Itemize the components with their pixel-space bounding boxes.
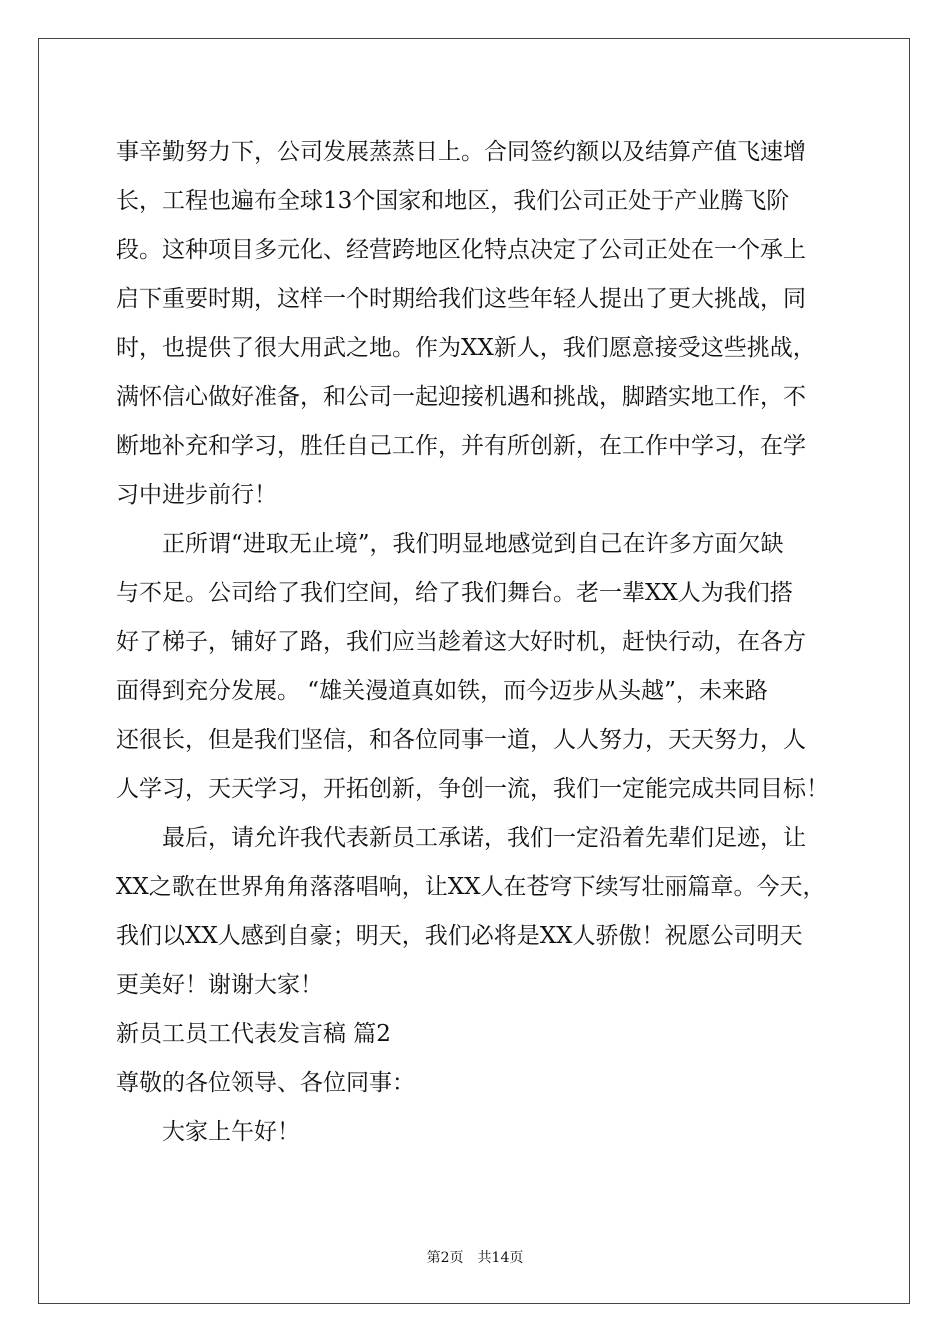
- text-line: 最后，请允许我代表新员工承诺，我们一定沿着先辈们足迹，让: [162, 825, 806, 851]
- text-line: 面得到充分发展。 “雄关漫道真如铁，而今迈步从头越”，未来路: [116, 678, 768, 704]
- text-line: 时，也提供了很大用武之地。作为XX新人，我们愿意接受这些挑战，: [116, 335, 816, 361]
- text-line: XX之歌在世界角角落落唱响，让XX人在苍穹下续写壮丽篇章。今天，: [116, 874, 826, 900]
- document-body: [116, 128, 841, 1157]
- text-line: 更美好！谢谢大家！: [116, 972, 323, 998]
- text-line: 事辛勤努力下，公司发展蒸蒸日上。合同签约额以及结算产值飞速增: [116, 139, 806, 165]
- text-line: 我们以XX人感到自豪；明天，我们必将是XX人骄傲！祝愿公司明天: [116, 923, 803, 949]
- text-line: 好了梯子，铺好了路，我们应当趁着这大好时机，赶快行动，在各方: [116, 629, 806, 655]
- greeting: 大家上午好！: [162, 1119, 300, 1145]
- text-line: 长，工程也遍布全球13个国家和地区，我们公司正处于产业腾飞阶: [116, 188, 790, 214]
- salutation: 尊敬的各位领导、各位同事：: [116, 1070, 415, 1096]
- text-line: 满怀信心做好准备，和公司一起迎接机遇和挑战，脚踏实地工作，不: [116, 384, 806, 410]
- page-number-footer: 第2页 共14页: [426, 1250, 524, 1266]
- text-line: 段。这种项目多元化、经营跨地区化特点决定了公司正处在一个承上: [116, 237, 806, 263]
- text-line: 断地补充和学习，胜任自己工作，并有所创新，在工作中学习，在学: [116, 433, 806, 459]
- section-heading: 新员工员工代表发言稿 篇2: [116, 1021, 391, 1047]
- text-line: 还很长，但是我们坚信，和各位同事一道，人人努力，天天努力，人: [116, 727, 806, 753]
- text-line: 与不足。公司给了我们空间，给了我们舞台。老一辈XX人为我们搭: [116, 580, 793, 606]
- text-line: 人学习，天天学习，开拓创新，争创一流，我们一定能完成共同目标！: [116, 776, 829, 802]
- text-line: 习中进步前行！: [116, 482, 277, 508]
- text-line: 启下重要时期，这样一个时期给我们这些年轻人提出了更大挑战，同: [116, 286, 806, 312]
- text-line: 正所谓“进取无止境”，我们明显地感觉到自己在许多方面欠缺: [162, 531, 784, 557]
